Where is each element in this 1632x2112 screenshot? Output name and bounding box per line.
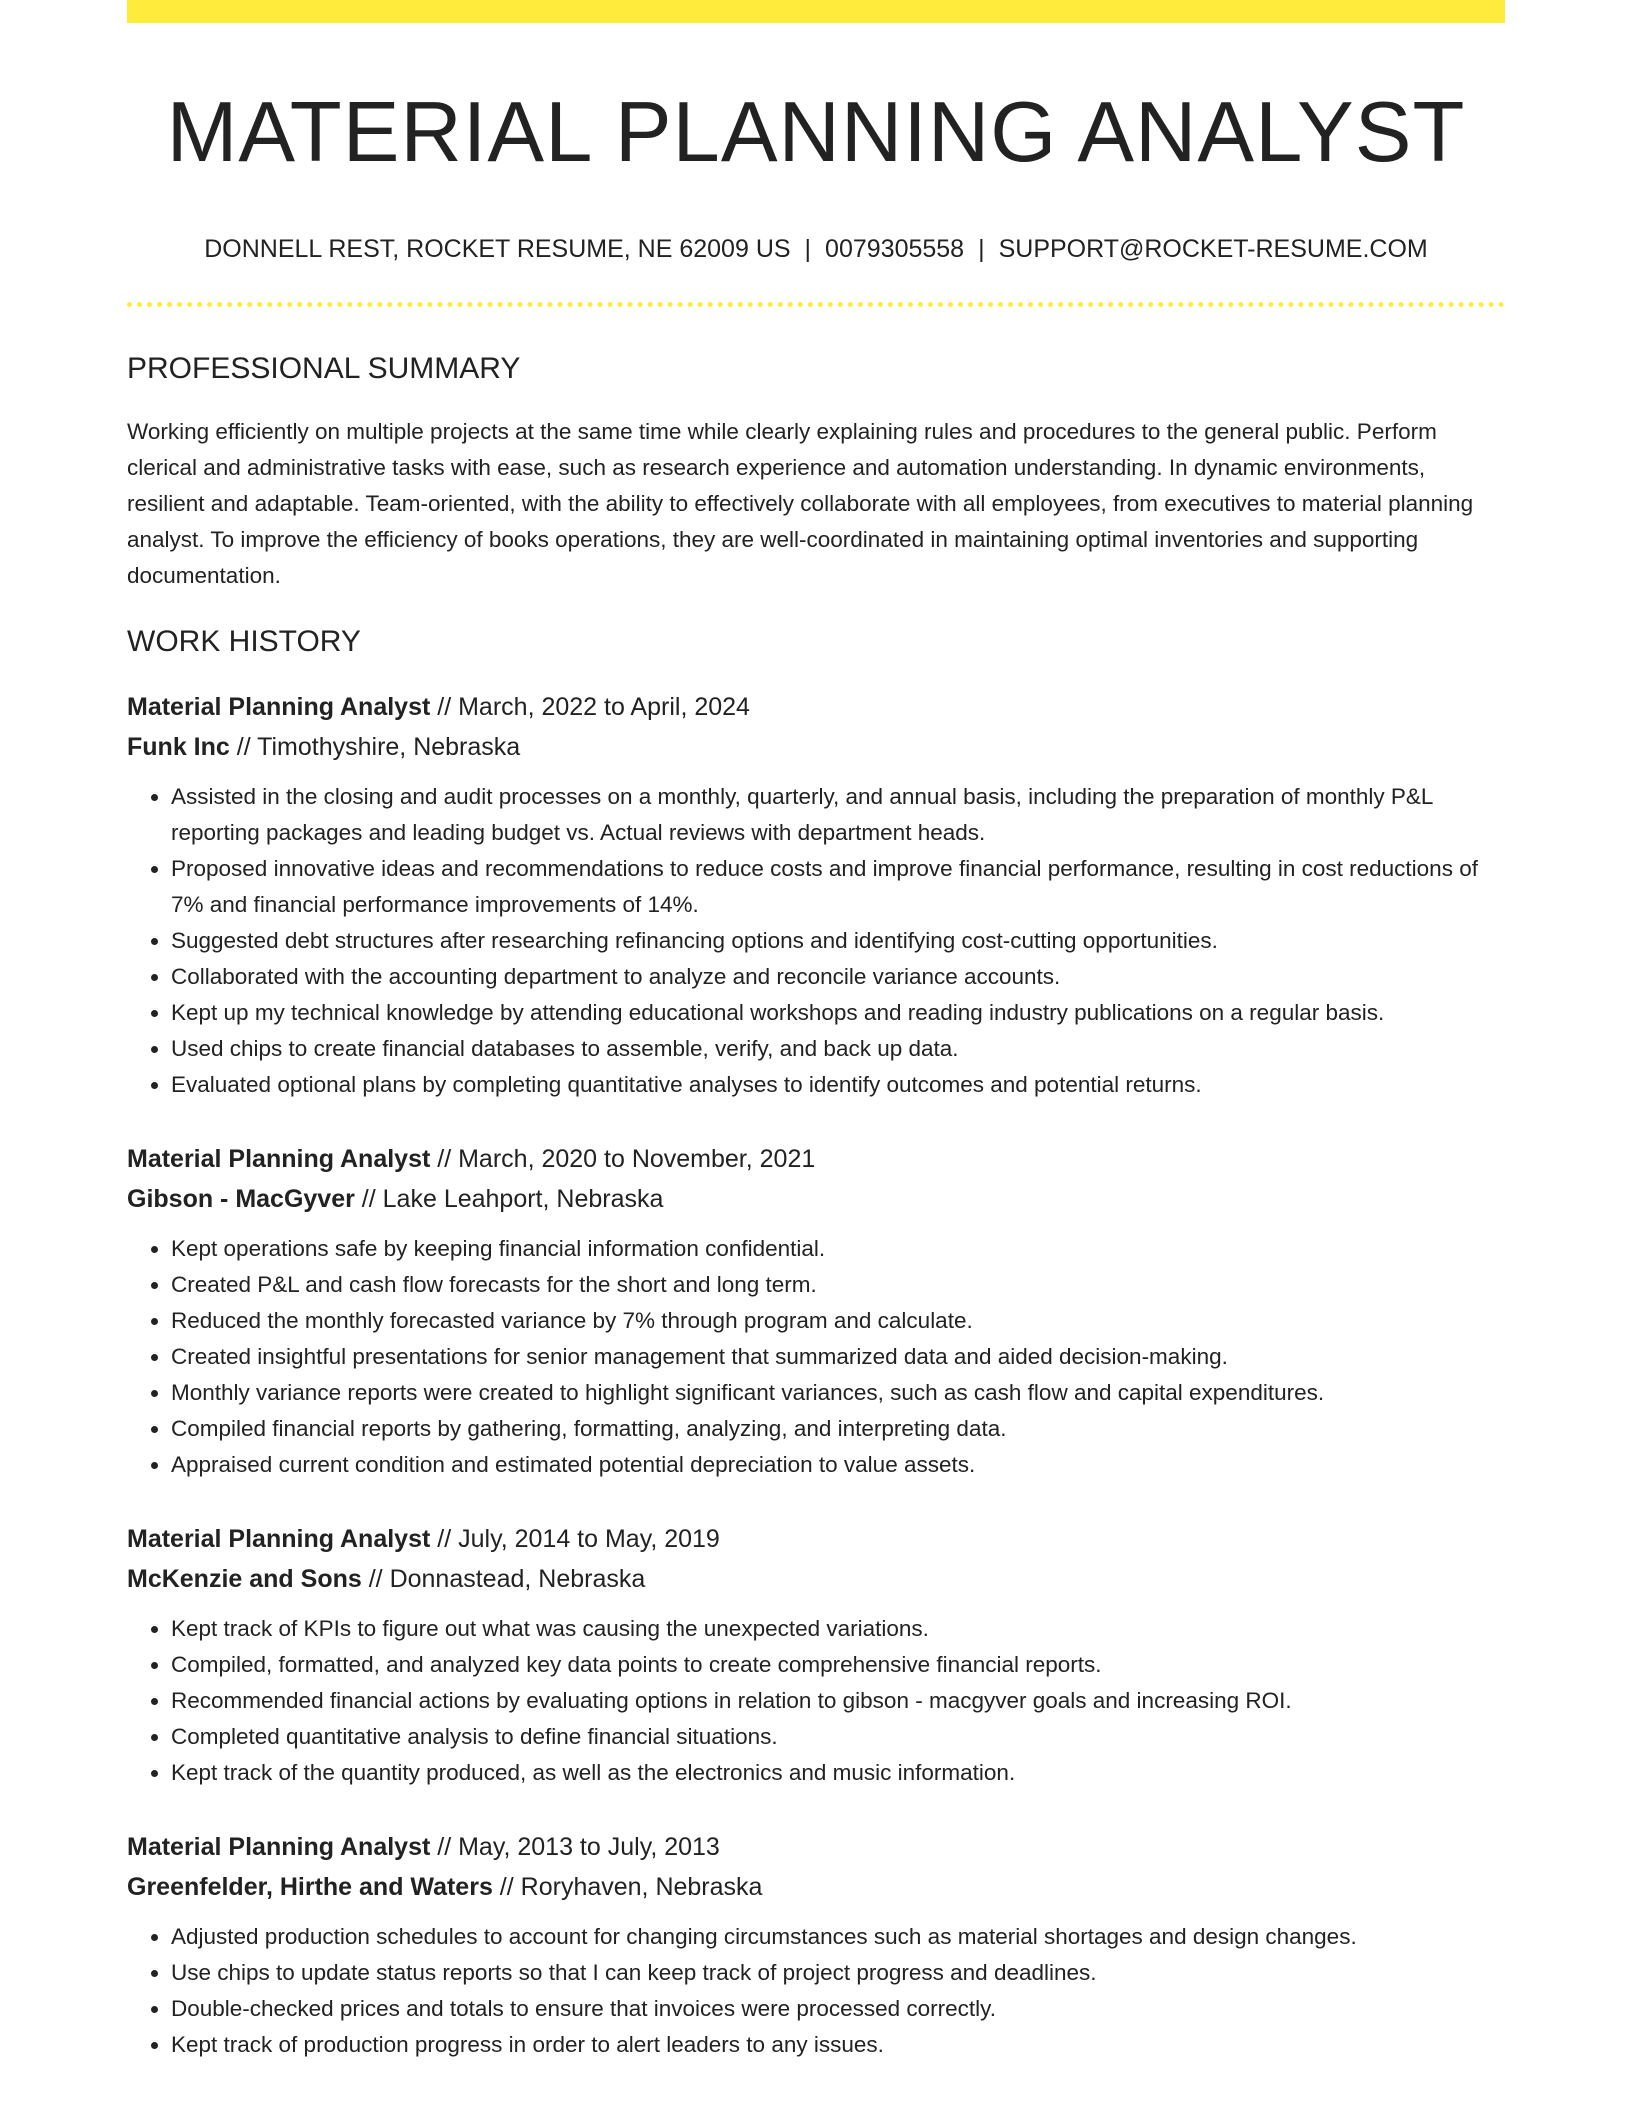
job-separator: // xyxy=(229,732,258,761)
job-bullet: • Compiled financial reports by gathering, formatting, analyzing, and interpreting data. xyxy=(171,1411,1505,1447)
job-role: Material Planning Analyst xyxy=(127,1524,431,1553)
accent-top-bar xyxy=(127,0,1505,23)
job-location: Donnastead, Nebraska xyxy=(389,1564,646,1593)
job-bullet: • Adjusted production schedules to account for changing circumstances such as material shortages and design changes. xyxy=(171,1919,1505,1955)
contact-email[interactable]: SUPPORT@ROCKET-RESUME.COM xyxy=(998,234,1428,263)
resume-title: MATERIAL PLANNING ANALYST xyxy=(166,85,1466,180)
job-bullet: • Collaborated with the accounting department to analyze and reconcile variance accounts. xyxy=(171,959,1505,995)
work-history-heading: WORK HISTORY xyxy=(127,624,361,658)
job-title-line xyxy=(127,1827,1505,1867)
job-role: Material Planning Analyst xyxy=(127,1144,431,1173)
summary-heading: PROFESSIONAL SUMMARY xyxy=(127,351,521,385)
job-company-line xyxy=(127,1179,1505,1219)
job-company-line xyxy=(127,727,1505,767)
job-company: Gibson - MacGyver xyxy=(127,1184,355,1213)
contact-line xyxy=(127,234,1505,264)
job-dates: March, 2022 to April, 2024 xyxy=(458,692,750,721)
job-dates: May, 2013 to July, 2013 xyxy=(458,1832,720,1861)
job-entry xyxy=(127,687,1505,1103)
summary-text: Working efficiently on multiple projects at the same time while clearly explaining rules and procedures to the general public. Perform clerical and administrative tasks with ease, such as research experience and automation understanding. In dynamic environments, resilient and adaptable. Team-oriented, with the ability to effectively collaborate with all employees, from executives to material planning analyst. To improve the efficiency of books operations, they are well-coordinated in maintaining optimal inventories and supporting documentation. xyxy=(127,418,1474,588)
contact-separator: | xyxy=(978,234,985,263)
job-separator: // xyxy=(361,1564,390,1593)
job-location: Roryhaven, Nebraska xyxy=(520,1872,763,1901)
job-bullet: • Used chips to create financial databases to assemble, verify, and back up data. xyxy=(171,1031,1505,1067)
contact-separator: | xyxy=(804,234,812,263)
job-entry xyxy=(127,1139,1505,1483)
job-entry xyxy=(127,1827,1505,2063)
job-separator: // xyxy=(430,692,459,721)
resume-page xyxy=(127,0,1505,2063)
job-bullet-list xyxy=(127,1231,1505,1483)
job-bullet: • Recommended financial actions by evaluating options in relation to gibson - macgyver goals and increasing ROI. xyxy=(171,1683,1505,1719)
job-bullet-list xyxy=(127,1611,1505,1791)
job-company-line xyxy=(127,1867,1505,1907)
job-bullet: • Reduced the monthly forecasted variance by 7% through program and calculate. xyxy=(171,1303,1505,1339)
job-separator: // xyxy=(430,1144,459,1173)
job-bullet: • Created P&L and cash flow forecasts for the short and long term. xyxy=(171,1267,1505,1303)
job-bullet: • Kept up my technical knowledge by attending educational workshops and reading industry publications on a regular basis. xyxy=(171,995,1505,1031)
job-separator: // xyxy=(430,1524,459,1553)
job-bullet: • Created insightful presentations for senior management that summarized data and aided decision-making. xyxy=(171,1339,1505,1375)
job-company: McKenzie and Sons xyxy=(127,1564,362,1593)
contact-phone[interactable]: 0079305558 xyxy=(825,234,965,263)
job-bullet: • Evaluated optional plans by completing quantitative analyses to identify outcomes and potential returns. xyxy=(171,1067,1505,1103)
job-bullet: • Proposed innovative ideas and recommendations to reduce costs and improve financial performance, resulting in cost reductions of 7% and financial performance improvements of 14%. xyxy=(171,851,1505,923)
dotted-divider xyxy=(127,302,1505,307)
job-role: Material Planning Analyst xyxy=(127,692,431,721)
job-bullet: • Completed quantitative analysis to define financial situations. xyxy=(171,1719,1505,1755)
job-location: Lake Leahport, Nebraska xyxy=(382,1184,664,1213)
work-history-list xyxy=(127,687,1505,2063)
job-bullet: • Use chips to update status reports so that I can keep track of project progress and deadlines. xyxy=(171,1955,1505,1991)
job-company: Funk Inc xyxy=(127,732,230,761)
job-separator: // xyxy=(354,1184,383,1213)
job-title-line xyxy=(127,1519,1505,1559)
job-separator: // xyxy=(492,1872,521,1901)
job-bullet: • Monthly variance reports were created to highlight significant variances, such as cash flow and capital expenditures. xyxy=(171,1375,1505,1411)
job-bullet: • Suggested debt structures after researching refinancing options and identifying cost-cutting opportunities. xyxy=(171,923,1505,959)
job-dates: March, 2020 to November, 2021 xyxy=(458,1144,816,1173)
job-bullet: • Compiled, formatted, and analyzed key data points to create comprehensive financial reports. xyxy=(171,1647,1505,1683)
job-bullet-list xyxy=(127,1919,1505,2063)
job-bullet: • Kept track of the quantity produced, as well as the electronics and music information. xyxy=(171,1755,1505,1791)
job-title-line xyxy=(127,687,1505,727)
job-bullet: • Double-checked prices and totals to ensure that invoices were processed correctly. xyxy=(171,1991,1505,2027)
job-location: Timothyshire, Nebraska xyxy=(257,732,521,761)
contact-address: DONNELL REST, ROCKET RESUME, NE 62009 US xyxy=(204,234,791,263)
job-bullet: • Kept track of production progress in order to alert leaders to any issues. xyxy=(171,2027,1505,2063)
job-separator: // xyxy=(430,1832,459,1861)
job-company: Greenfelder, Hirthe and Waters xyxy=(127,1872,493,1901)
job-entry xyxy=(127,1519,1505,1791)
job-dates: July, 2014 to May, 2019 xyxy=(458,1524,720,1553)
job-company-line xyxy=(127,1559,1505,1599)
job-bullet: • Assisted in the closing and audit processes on a monthly, quarterly, and annual basis, including the preparation of monthly P&L reporting packages and leading budget vs. Actual reviews with department heads. xyxy=(171,779,1505,851)
job-bullet: • Kept operations safe by keeping financial information confidential. xyxy=(171,1231,1505,1267)
job-bullet: • Appraised current condition and estimated potential depreciation to value assets. xyxy=(171,1447,1505,1483)
job-bullet-list xyxy=(127,779,1505,1103)
job-title-line xyxy=(127,1139,1505,1179)
job-bullet: • Kept track of KPIs to figure out what was causing the unexpected variations. xyxy=(171,1611,1505,1647)
job-role: Material Planning Analyst xyxy=(127,1832,431,1861)
